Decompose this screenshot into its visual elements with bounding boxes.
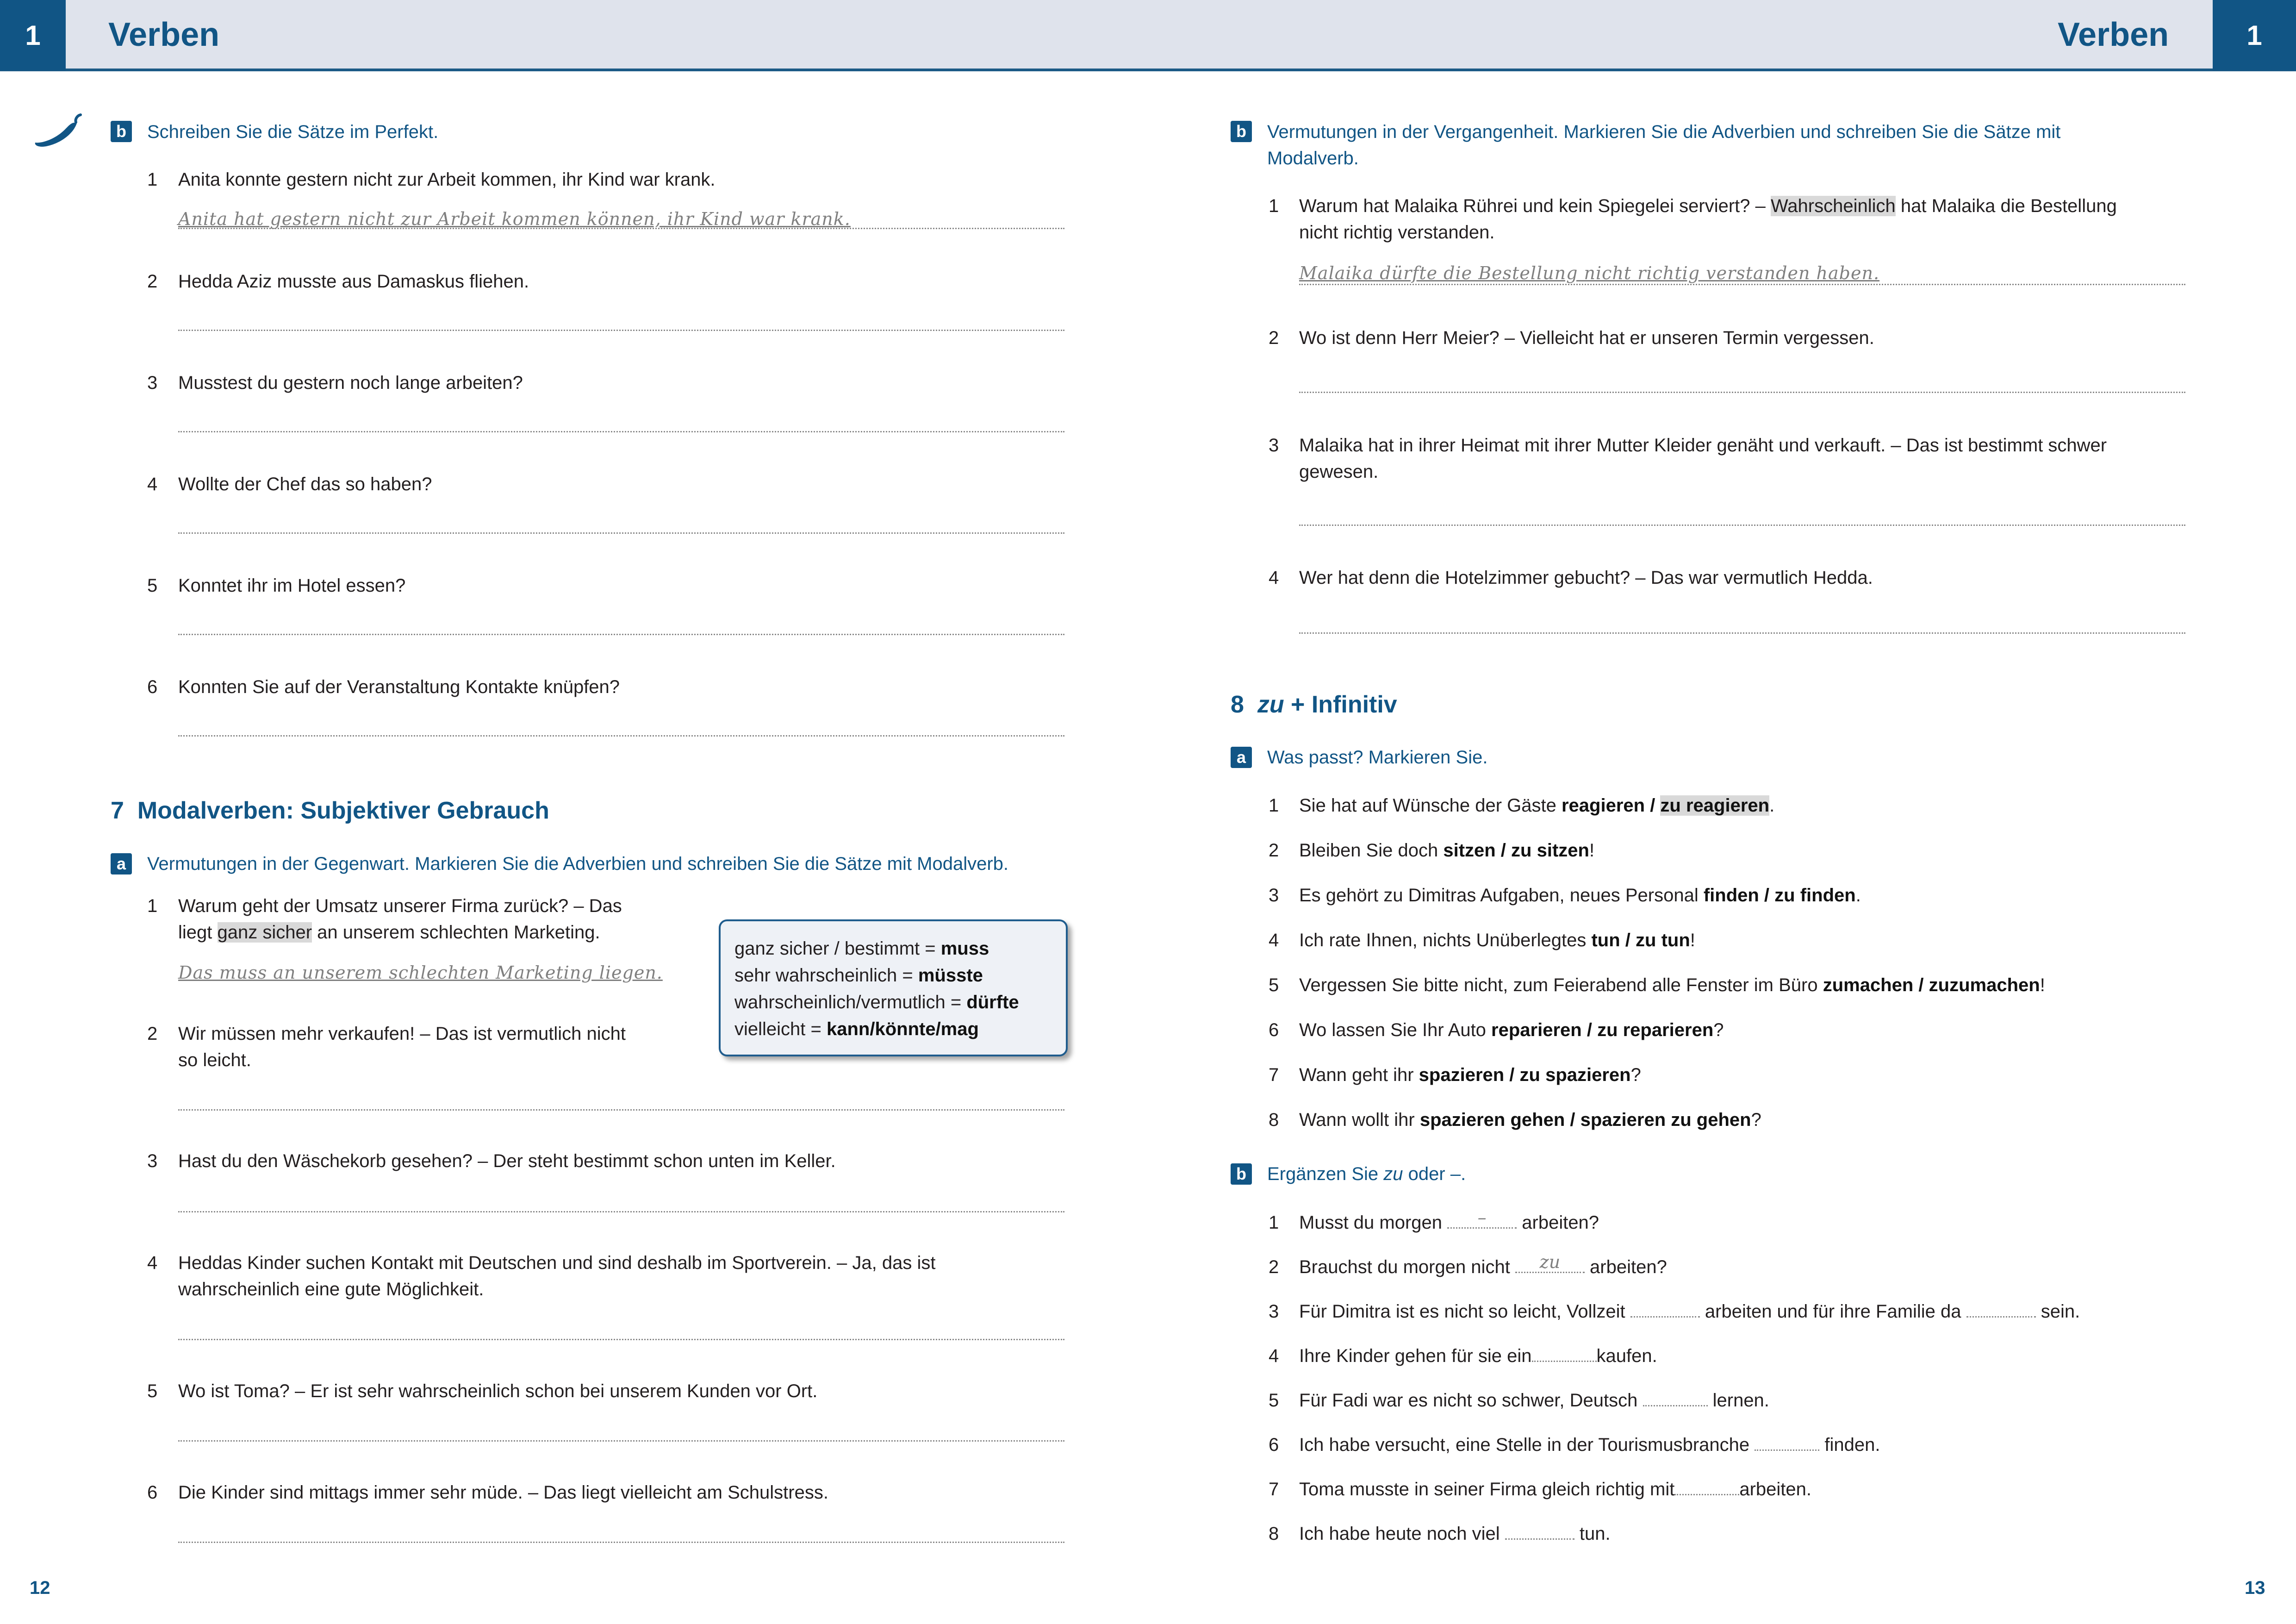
choice-option[interactable]: zu reparieren (1597, 1020, 1714, 1040)
fill-blank[interactable] (1966, 1300, 2036, 1318)
item-line: ? (1630, 1065, 1641, 1085)
item-number: 1 (1269, 1212, 1279, 1233)
info-row (734, 989, 1019, 1016)
item-line: Für Dimitra ist es nicht so leicht, Vollzeit (1299, 1301, 1630, 1322)
choice-option[interactable]: zu tun (1636, 930, 1690, 950)
handwritten-answer: Anita hat gestern nicht zur Arbeit kommen können, ihr Kind war krank. (178, 209, 851, 229)
item-number: 4 (147, 1253, 158, 1273)
item-text (1299, 793, 1774, 819)
item-number: 5 (147, 575, 158, 596)
handwritten-answer: Das muss an unserem schlechten Marketing liegen. (178, 962, 663, 983)
fill-blank[interactable] (1447, 1207, 1517, 1229)
item-line: Sie hat auf Wünsche der Gäste (1299, 795, 1562, 816)
choice-option-selected[interactable]: zu reagieren (1660, 795, 1770, 816)
answer-line[interactable] (178, 1211, 1064, 1212)
item-text (1299, 1343, 1657, 1369)
answer-line[interactable] (178, 1542, 1064, 1543)
item-line: sein. (2035, 1301, 2080, 1322)
item-number: 2 (1269, 840, 1279, 861)
choice-option[interactable]: sitzen / (1443, 840, 1512, 861)
item-line: an unserem schlechten Marketing. (312, 922, 600, 943)
item-text (1299, 837, 1594, 864)
item-line: Für Fadi war es nicht so schwer, Deutsch (1299, 1390, 1643, 1411)
section-number: 7 (111, 797, 124, 824)
answer-line[interactable] (178, 431, 1064, 432)
item-number: 1 (147, 169, 158, 190)
choice-option[interactable]: zumachen / (1823, 975, 1929, 995)
section-heading: Modalverben: Subjektiver Gebrauch (137, 797, 549, 824)
exercise-instruction (1267, 1161, 1466, 1187)
info-modal: müsste (918, 965, 983, 986)
item-number: 3 (1269, 1301, 1279, 1322)
item-text (1299, 1017, 1724, 1043)
item-text (1299, 927, 1695, 954)
item-line: Wir müssen mehr verkaufen! – Das ist vermutlich nicht (178, 1024, 626, 1044)
item-line: Musst du morgen (1299, 1212, 1448, 1233)
instruction-text: oder –. (1403, 1164, 1466, 1184)
item-line: ? (1751, 1110, 1761, 1130)
item-number: 3 (147, 1151, 158, 1171)
item-number: 6 (1269, 1435, 1279, 1455)
item-number: 4 (147, 474, 158, 494)
item-line: Toma musste in seiner Firma gleich richtig mit (1299, 1479, 1675, 1499)
choice-option[interactable]: tun / (1591, 930, 1636, 950)
info-row (734, 962, 983, 989)
item-text (178, 893, 622, 946)
blank-answer: zu (1539, 1252, 1561, 1272)
blank-answer: – (1477, 1207, 1487, 1228)
answer-line[interactable] (1299, 525, 2185, 526)
info-modal: muss (940, 938, 989, 959)
exercise-label-b: b (111, 121, 132, 142)
item-line: Bleiben Sie doch (1299, 840, 1444, 861)
item-text (1299, 882, 1861, 909)
item-line: ! (1690, 930, 1695, 950)
item-text: Anita konnte gestern nicht zur Arbeit kommen, ihr Kind war krank. (178, 169, 716, 190)
fill-blank[interactable] (1630, 1300, 1700, 1318)
item-line: gewesen. (1299, 462, 1379, 482)
answer-line[interactable] (1299, 284, 2185, 285)
choice-option[interactable]: zuzumachen (1929, 975, 2040, 995)
item-text: Konnten Sie auf der Veranstaltung Kontakte knüpfen? (178, 677, 620, 697)
info-row (734, 1016, 979, 1043)
item-line: arbeiten und für ihre Familie da (1699, 1301, 1966, 1322)
item-text (1299, 1254, 1667, 1280)
section-title (1231, 690, 1397, 719)
item-line: Brauchst du morgen nicht (1299, 1257, 1515, 1277)
choice-option[interactable]: reparieren / (1491, 1020, 1598, 1040)
choice-option[interactable]: reagieren / (1561, 795, 1661, 816)
item-line: so leicht. (178, 1050, 251, 1070)
section-heading-italic: zu (1257, 691, 1284, 718)
section-title (111, 796, 549, 825)
fill-blank[interactable] (1505, 1523, 1574, 1540)
item-line: Wann geht ihr (1299, 1065, 1419, 1085)
item-text: Hedda Aziz musste aus Damaskus fliehen. (178, 271, 529, 292)
item-text: Die Kinder sind mittags immer sehr müde. – Das liegt vielleicht am Schulstress. (178, 1482, 828, 1503)
item-number: 1 (147, 896, 158, 916)
item-line: Ihre Kinder gehen für sie ein (1299, 1346, 1532, 1366)
section-heading: + Infinitiv (1284, 691, 1397, 718)
page-header (0, 0, 2296, 70)
info-row (734, 935, 989, 962)
item-line: . (1769, 795, 1775, 816)
item-text: Wo ist Toma? – Er ist sehr wahrscheinlich schon bei unserem Kunden vor Ort. (178, 1381, 818, 1401)
instruction-line: Modalverb. (1267, 148, 1359, 169)
item-number: 2 (147, 271, 158, 292)
choice-option[interactable]: zu sitzen (1511, 840, 1589, 861)
item-line: Vergessen Sie bitte nicht, zum Feierabend alle Fenster im Büro (1299, 975, 1823, 995)
exercise-label-a: a (1231, 747, 1252, 768)
item-text (178, 1021, 626, 1074)
item-line: Ich habe versucht, eine Stelle in der Tourismusbranche (1299, 1435, 1755, 1455)
item-line: arbeiten? (1584, 1257, 1667, 1277)
item-text (1299, 193, 2117, 246)
item-line: Warum geht der Umsatz unserer Firma zurück? – Das (178, 896, 622, 916)
info-text: wahrscheinlich/vermutlich = (734, 992, 967, 1012)
chapter-number-left: 1 (0, 0, 66, 70)
item-text (1299, 1476, 1811, 1503)
item-line: Heddas Kinder suchen Kontakt mit Deutschen und sind deshalb im Sportverein. – Ja, das ist (178, 1253, 936, 1273)
item-line: ? (1713, 1020, 1724, 1040)
choice-option[interactable]: spazieren zu gehen (1580, 1110, 1751, 1130)
item-line: nicht richtig verstanden. (1299, 222, 1495, 243)
exercise-label-a: a (111, 853, 132, 874)
instruction-line: Vermutungen in der Vergangenheit. Markieren Sie die Adverbien und schreiben Sie die Sätze mit (1267, 122, 2061, 142)
choice-option[interactable]: finden / (1703, 885, 1775, 906)
header-divider (0, 69, 2296, 71)
instruction-italic: zu (1383, 1164, 1403, 1184)
item-line: lernen. (1707, 1390, 1769, 1411)
choice-option[interactable]: spazieren gehen / (1419, 1110, 1580, 1130)
item-line: Es gehört zu Dimitras Aufgaben, neues Personal (1299, 885, 1704, 906)
choice-option[interactable]: zu spazieren (1519, 1065, 1631, 1085)
answer-line[interactable] (178, 330, 1064, 331)
info-modal: dürfte (966, 992, 1019, 1012)
modal-verb-info-box (719, 919, 1068, 1056)
item-line: Ich habe heute noch viel (1299, 1524, 1505, 1544)
info-text: vielleicht = (734, 1019, 827, 1039)
item-text: Wer hat denn die Hotelzimmer gebucht? – Das war vermutlich Hedda. (1299, 568, 1873, 588)
item-number: 4 (1269, 1346, 1279, 1366)
item-number: 5 (1269, 975, 1279, 995)
item-number: 5 (147, 1381, 158, 1401)
item-number: 5 (1269, 1390, 1279, 1411)
item-number: 6 (147, 1482, 158, 1503)
fill-blank[interactable] (1674, 1478, 1739, 1495)
chili-pepper-icon (32, 111, 84, 151)
item-text (1299, 1062, 1641, 1088)
item-number: 2 (1269, 1257, 1279, 1277)
answer-line[interactable] (178, 1440, 1064, 1442)
item-text (1299, 972, 2045, 999)
chapter-title-right: Verben (2058, 16, 2169, 53)
item-line: Ich rate Ihnen, nichts Unüberlegtes (1299, 930, 1592, 950)
item-line: ! (1589, 840, 1595, 861)
item-text (1299, 1521, 1611, 1547)
exercise-instruction (1267, 119, 2060, 172)
item-line: Wann wollt ihr (1299, 1110, 1420, 1130)
answer-line[interactable] (178, 735, 1064, 737)
item-line: hat Malaika die Bestellung (1895, 196, 2117, 216)
exercise-label-b: b (1231, 121, 1252, 142)
answer-line[interactable] (178, 532, 1064, 534)
section-number: 8 (1231, 691, 1244, 718)
item-number: 2 (147, 1024, 158, 1044)
page-number-left: 12 (30, 1578, 50, 1598)
info-modal: kann/könnte/mag (826, 1019, 979, 1039)
item-number: 1 (1269, 795, 1279, 816)
answer-line[interactable] (178, 228, 1064, 229)
item-text: Wo ist denn Herr Meier? – Vielleicht hat er unseren Termin vergessen. (1299, 328, 1874, 348)
item-number: 6 (1269, 1020, 1279, 1040)
item-line: arbeiten? (1517, 1212, 1599, 1233)
item-number: 4 (1269, 930, 1279, 950)
answer-line[interactable] (178, 634, 1064, 635)
info-text: ganz sicher / bestimmt = (734, 938, 941, 959)
handwritten-answer: Malaika dürfte die Bestellung nicht richtig verstanden haben. (1299, 263, 1880, 283)
exercise-instruction: Schreiben Sie die Sätze im Perfekt. (147, 122, 439, 142)
item-text (1299, 1299, 2080, 1325)
highlighted-adverb[interactable]: Wahrscheinlich (1771, 196, 1896, 216)
item-text (1299, 1432, 1880, 1458)
item-number: 2 (1269, 328, 1279, 348)
item-text (178, 1250, 935, 1303)
item-line: Malaika hat in ihrer Heimat mit ihrer Mutter Kleider genäht und verkauft. – Das ist bestimmt schwer (1299, 435, 2107, 456)
instruction-text: Ergänzen Sie (1267, 1164, 1384, 1184)
item-line: finden. (1819, 1435, 1880, 1455)
chapter-title-left: Verben (108, 16, 220, 53)
item-number: 7 (1269, 1065, 1279, 1085)
item-text (1299, 432, 2107, 485)
fill-blank[interactable] (1532, 1345, 1597, 1362)
item-number: 6 (147, 677, 158, 697)
item-line: liegt (178, 922, 218, 943)
exercise-label-b: b (1231, 1163, 1252, 1185)
fill-blank[interactable] (1643, 1389, 1708, 1406)
item-line: . (1855, 885, 1861, 906)
chapter-number-right: 1 (2213, 0, 2296, 70)
answer-line[interactable] (178, 1339, 1064, 1340)
answer-line[interactable] (1299, 632, 2185, 634)
item-line: arbeiten. (1739, 1479, 1812, 1499)
info-text: sehr wahrscheinlich = (734, 965, 918, 986)
item-line: tun. (1574, 1524, 1611, 1544)
highlighted-adverb[interactable]: ganz sicher (217, 922, 312, 943)
item-number: 3 (1269, 435, 1279, 456)
item-line: Wo lassen Sie Ihr Auto (1299, 1020, 1492, 1040)
item-number: 8 (1269, 1524, 1279, 1544)
item-text: Wollte der Chef das so haben? (178, 474, 432, 494)
item-text (1299, 1387, 1769, 1414)
item-number: 1 (1269, 196, 1279, 216)
answer-line[interactable] (178, 1109, 1064, 1111)
page-number-right: 13 (2245, 1578, 2265, 1598)
item-line: wahrscheinlich eine gute Möglichkeit. (178, 1279, 484, 1299)
item-number: 4 (1269, 568, 1279, 588)
item-text: Konntet ihr im Hotel essen? (178, 575, 406, 596)
fill-blank[interactable] (1515, 1252, 1585, 1273)
item-number: 3 (147, 373, 158, 393)
exercise-instruction: Vermutungen in der Gegenwart. Markieren Sie die Adverbien und schreiben Sie die Sätze mit Modalverb. (147, 854, 1009, 874)
choice-option[interactable]: zu finden (1774, 885, 1856, 906)
item-text: Hast du den Wäschekorb gesehen? – Der steht bestimmt schon unten im Keller. (178, 1151, 836, 1171)
item-line: ! (2040, 975, 2045, 995)
item-number: 7 (1269, 1479, 1279, 1499)
item-text (1299, 1207, 1599, 1236)
item-number: 8 (1269, 1110, 1279, 1130)
fill-blank[interactable] (1755, 1434, 1819, 1451)
item-line: kaufen. (1596, 1346, 1657, 1366)
item-number: 3 (1269, 885, 1279, 906)
exercise-instruction: Was passt? Markieren Sie. (1267, 747, 1488, 768)
answer-line[interactable] (1299, 392, 2185, 393)
item-text: Musstest du gestern noch lange arbeiten? (178, 373, 523, 393)
item-text (1299, 1107, 1761, 1133)
item-line: Warum hat Malaika Rührei und kein Spiegelei serviert? – (1299, 196, 1771, 216)
choice-option[interactable]: spazieren / (1419, 1065, 1520, 1085)
